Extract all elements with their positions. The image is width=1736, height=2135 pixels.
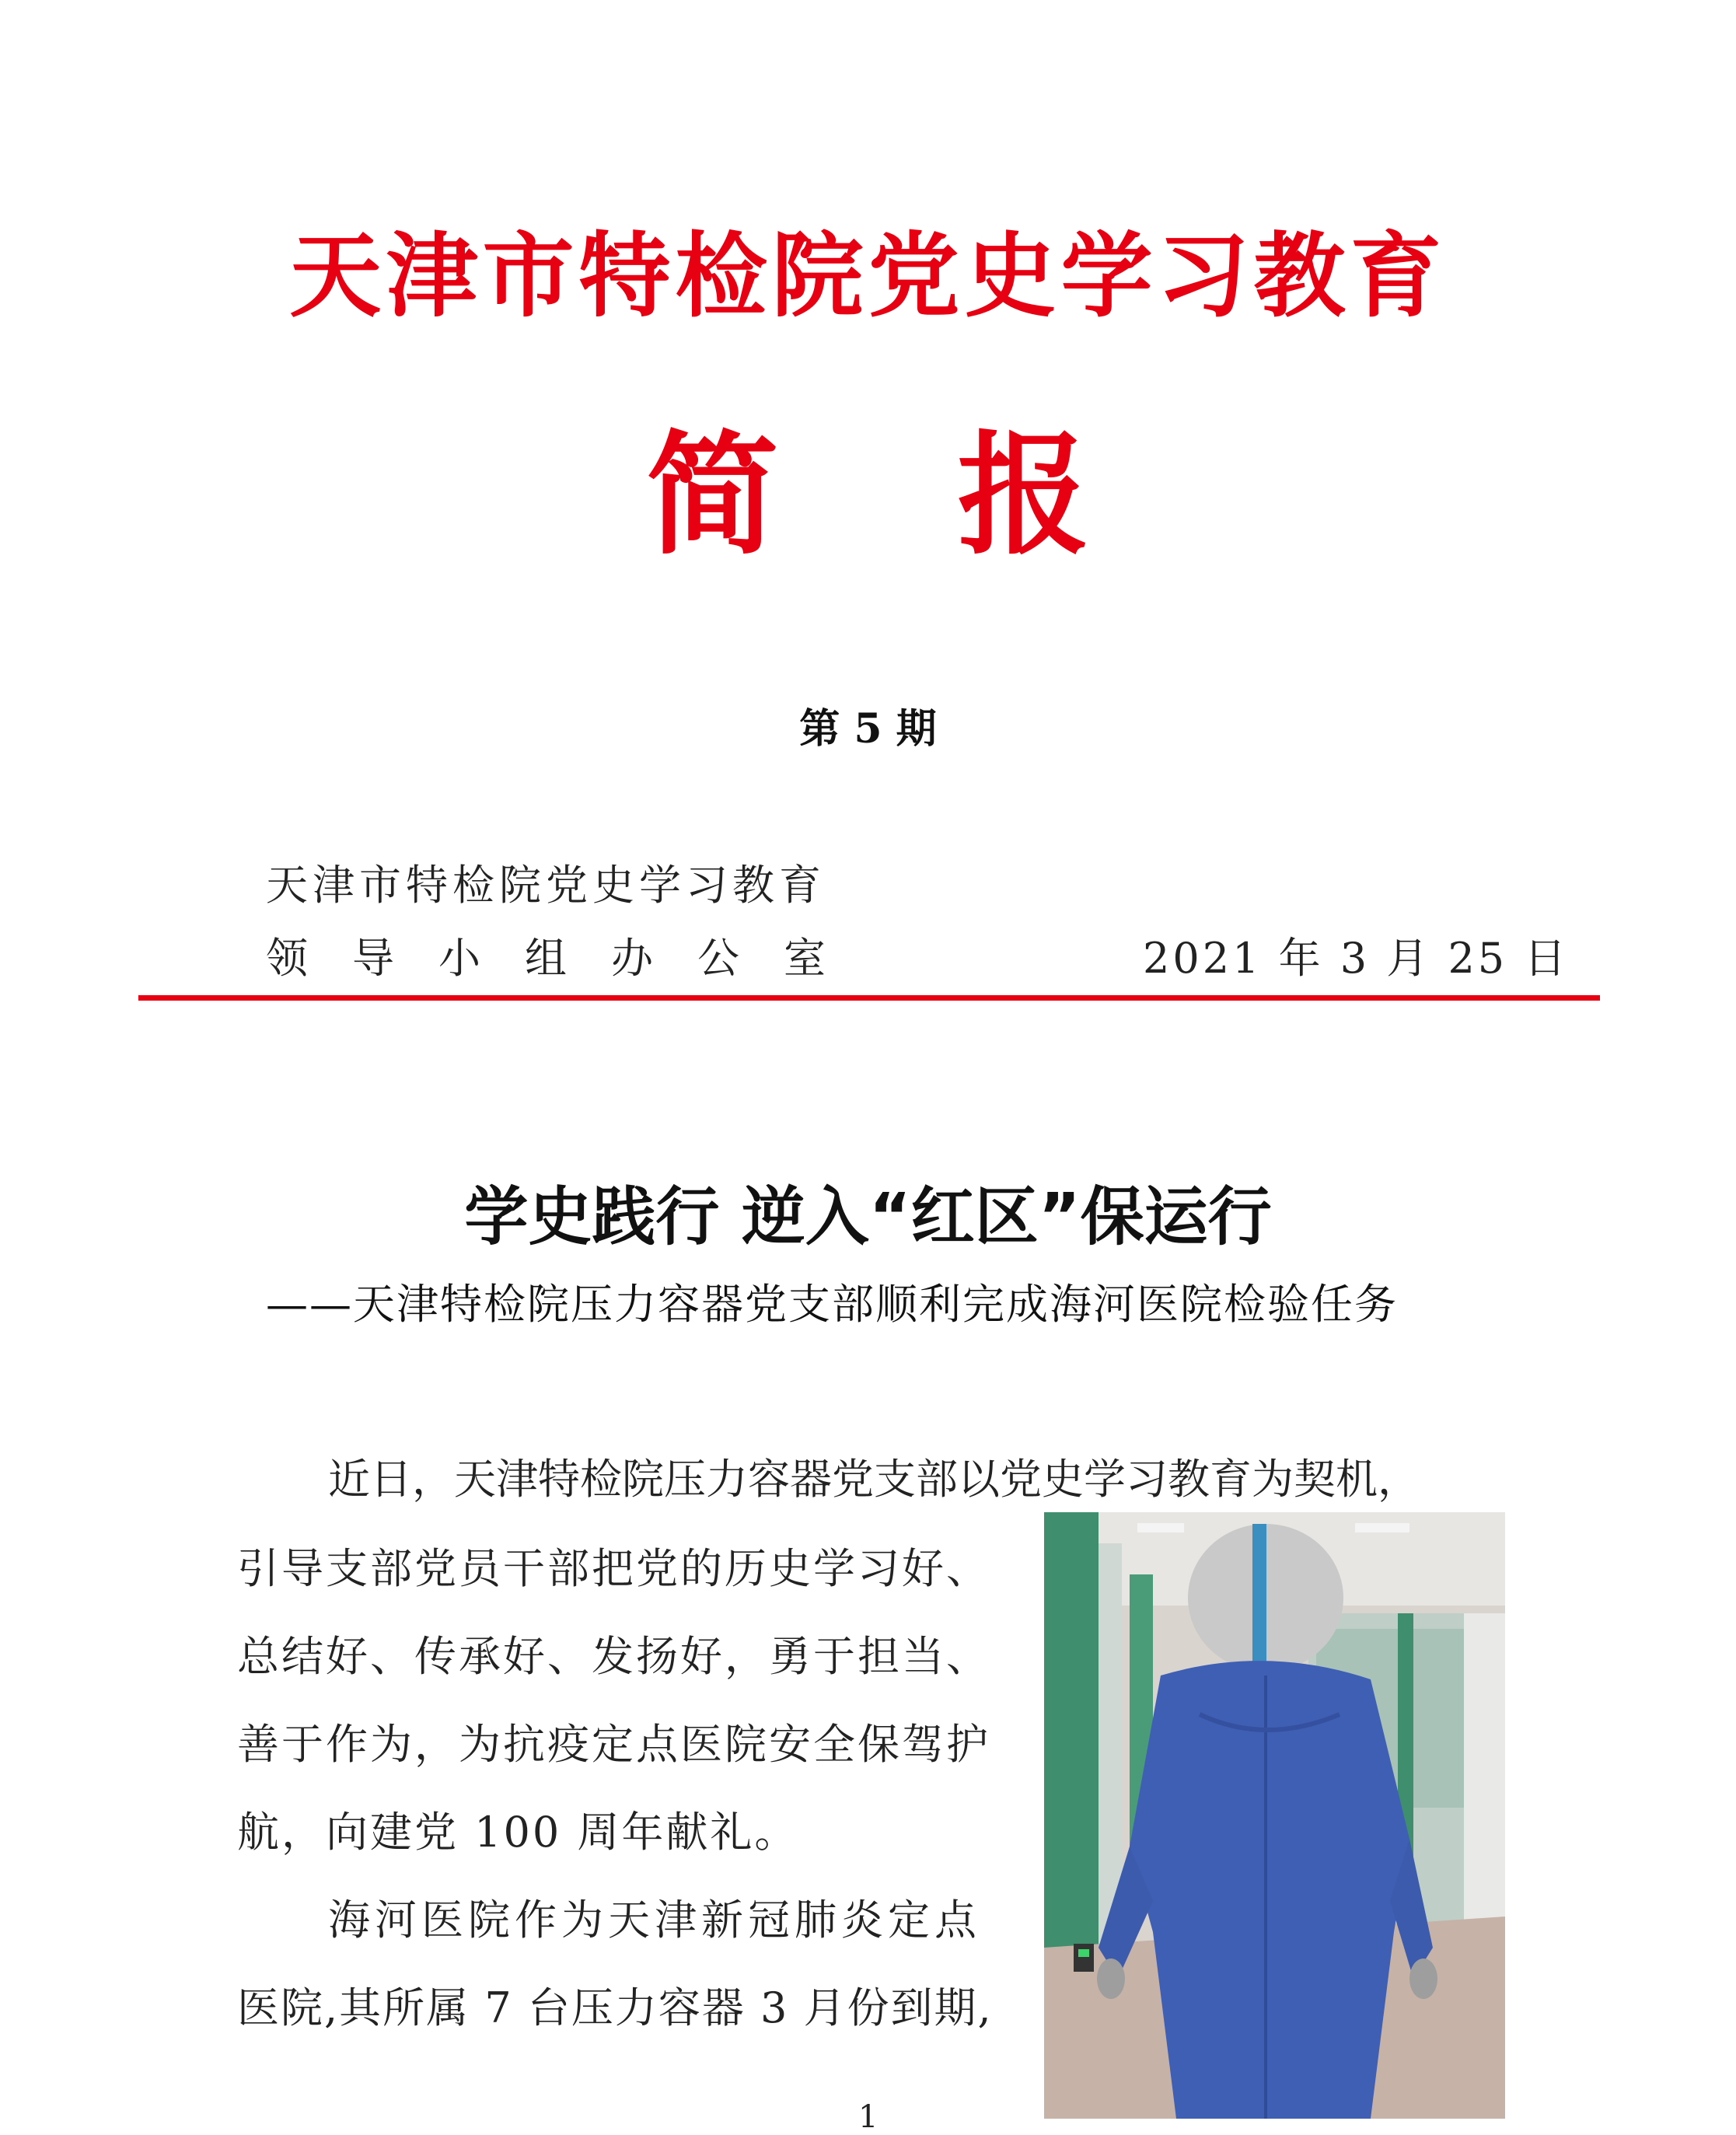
masthead-title: 天津市特检院党史学习教育 [289, 222, 1447, 330]
body-line-4: 善于作为，为抗疫定点医院安全保驾护 [237, 1720, 990, 1769]
issue-date: 2021 年 3 月 25 日 [1143, 934, 1570, 983]
org-char: 办 [611, 934, 653, 983]
body-line-6: 海河医院作为天津新冠肺炎定点 [328, 1896, 981, 1945]
page-number: 1 [858, 2099, 878, 2135]
org-char: 小 [438, 934, 480, 983]
org-char: 领 [266, 934, 308, 983]
body-line-5: 航，向建党 100 周年献礼。 [237, 1808, 799, 1857]
article-subheadline: ——天津特检院压力容器党支部顺利完成海河医院检验任务 [266, 1280, 1398, 1329]
article-headline: 学史践行 逆入“红区”保运行 [464, 1180, 1272, 1254]
org-char: 公 [697, 934, 739, 983]
issuer-org-line2 [266, 925, 870, 985]
issue-number: 第 5 期 [799, 705, 937, 753]
masthead-char-bao: 报 [957, 418, 1090, 573]
body-line-7: 医院,其所属 7 台压力容器 3 月份到期, [237, 1983, 993, 2032]
person-in-protective-suit-photo [1044, 1512, 1505, 2119]
masthead-char-jian: 简 [646, 418, 779, 573]
org-char: 室 [784, 934, 826, 983]
red-divider-rule [138, 995, 1600, 1001]
org-char: 组 [525, 934, 567, 983]
org-char: 导 [352, 934, 394, 983]
issuer-org-line1: 天津市特检院党史学习教育 [266, 861, 826, 910]
masthead-subtitle [0, 389, 1736, 579]
body-line-1: 近日，天津特检院压力容器党支部以党史学习教育为契机， [328, 1455, 1420, 1504]
body-line-2: 引导支部党员干部把党的历史学习好、 [237, 1544, 990, 1593]
photo-illustration [1044, 1512, 1505, 2119]
body-line-3: 总结好、传承好、发扬好，勇于担当、 [237, 1632, 990, 1681]
